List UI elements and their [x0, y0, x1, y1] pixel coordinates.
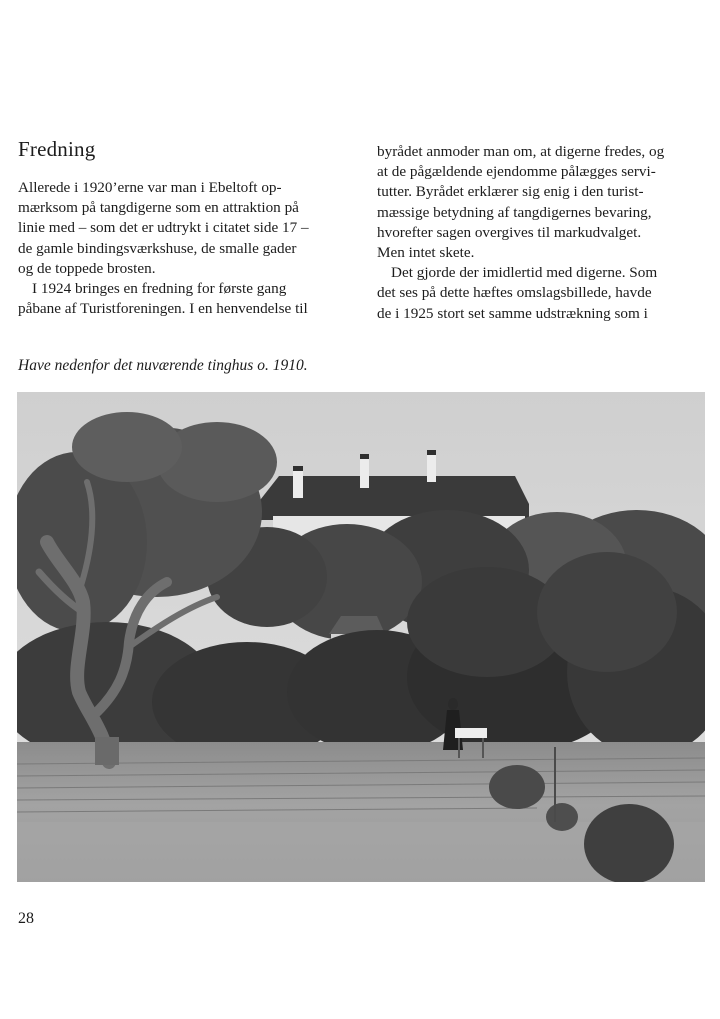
text-line: tutter. Byrådet erklærer sig enig i den turist-	[377, 183, 644, 201]
text-line: at de pågældende ejendomme pålægges servi-	[377, 163, 656, 181]
right-text-column	[377, 142, 703, 324]
text-line: hvorefter sagen overgives til markudvalget.	[377, 223, 642, 241]
text-line: og de toppede brosten.	[18, 259, 156, 277]
text-line: Det gjorde der imidlertid med digerne. Som	[391, 264, 658, 282]
text-line: linie med – som det er udtrykt i citatet side 17 –	[18, 219, 309, 237]
photo-caption: Have nedenfor det nuværende tinghus o. 1910.	[18, 357, 308, 374]
tree-trunk-base	[95, 737, 119, 765]
garden-scene	[17, 392, 705, 882]
garden-photograph	[17, 392, 705, 882]
text-line: I 1924 bringes en fredning for første gang	[32, 280, 287, 298]
section-heading: Fredning	[18, 137, 96, 161]
text-line: mæssige betydning af tangdigernes bevaring,	[377, 203, 652, 221]
page-number: 28	[18, 910, 34, 927]
text-line: Men intet skete.	[377, 244, 475, 262]
text-line: Allerede i 1920’erne var man i Ebeltoft op-	[18, 179, 282, 196]
text-line: påbane af Turistforeningen. I en henvendelse til	[18, 300, 308, 318]
text-line: det ses på dette hæftes omslagsbillede, havde	[377, 284, 652, 302]
text-line: de gamle bindingsværkshuse, de smalle gader	[18, 239, 297, 257]
text-line: mærksom på tangdigerne som en attraktion på	[18, 199, 299, 217]
text-line: byrådet anmoder man om, at digerne fredes, og	[377, 143, 665, 160]
text-line: de i 1925 stort set samme udstrækning som i	[377, 304, 648, 322]
left-text-column	[18, 178, 346, 319]
